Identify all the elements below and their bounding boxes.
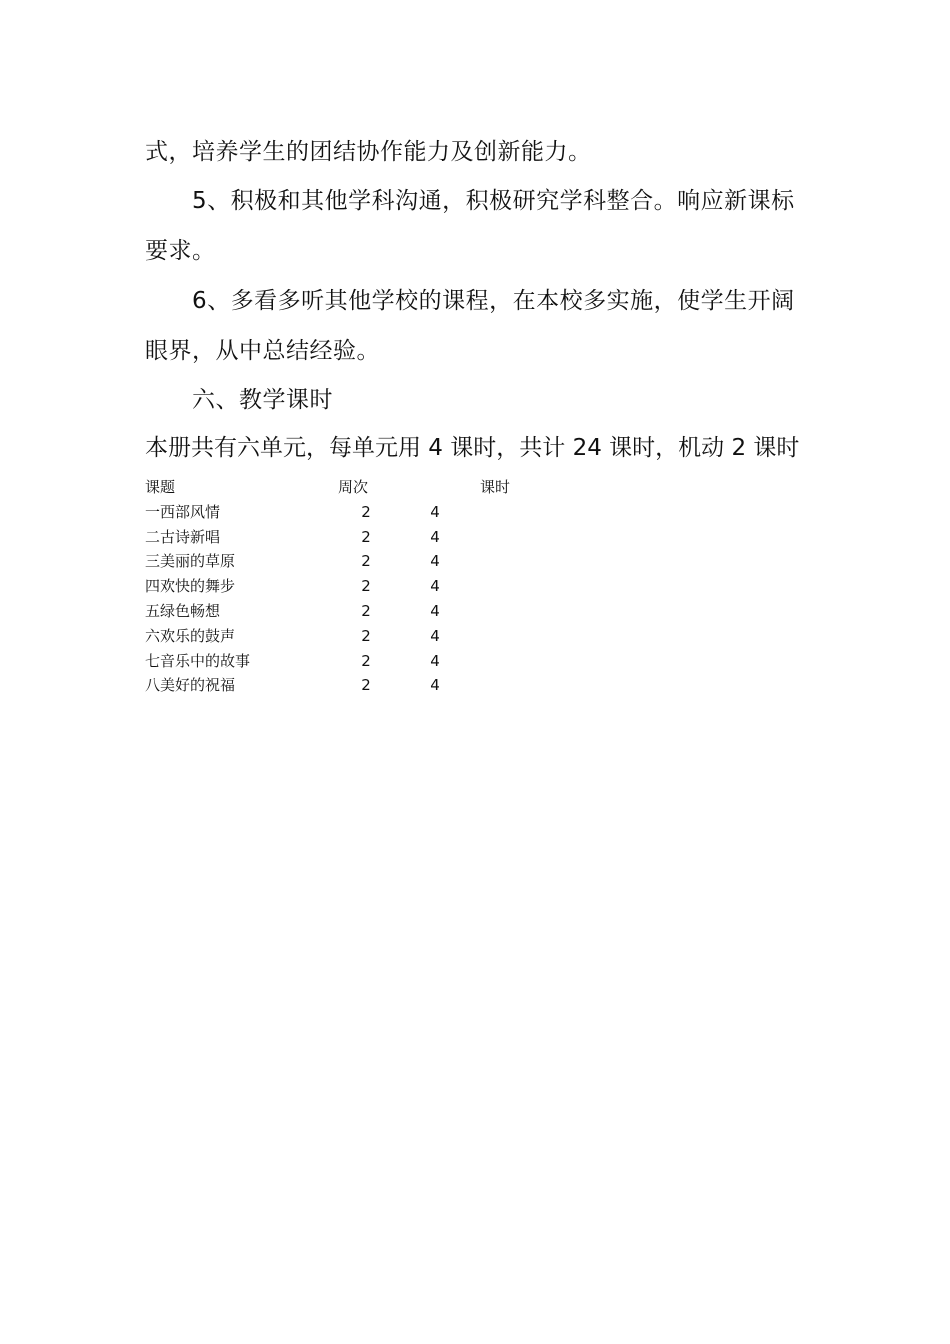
row-weeks: 2 <box>361 676 371 695</box>
row-hours: 4 <box>430 676 440 695</box>
table-row <box>145 574 545 599</box>
row-weeks: 2 <box>361 552 371 571</box>
paragraph-item-5-line-2: 要求。 <box>145 238 216 264</box>
schedule-table <box>145 475 545 698</box>
hours-summary: 本册共有六单元，每单元用 4 课时，共计 24 课时，机动 2 课时 <box>145 435 800 461</box>
header-topic: 课题 <box>145 478 176 496</box>
section-heading: 六、教学课时 <box>192 387 333 413</box>
row-topic: 七音乐中的故事 <box>145 651 251 670</box>
row-weeks: 2 <box>361 651 371 670</box>
row-topic: 三美丽的草原 <box>145 552 236 571</box>
row-topic: 八美好的祝福 <box>145 676 236 695</box>
table-row <box>145 525 545 550</box>
header-weeks: 周次 <box>338 478 369 496</box>
paragraph-line: 式，培养学生的团结协作能力及创新能力。 <box>145 139 592 165</box>
row-hours: 4 <box>430 502 440 521</box>
table-row <box>145 673 545 698</box>
row-topic: 四欢快的舞步 <box>145 577 236 596</box>
row-topic: 一西部风情 <box>145 502 221 521</box>
row-hours: 4 <box>430 552 440 571</box>
row-topic: 五绿色畅想 <box>145 601 221 620</box>
row-weeks: 2 <box>361 502 371 521</box>
paragraph-item-5-line-1: 5、积极和其他学科沟通，积极研究学科整合。响应新课标 <box>192 188 795 214</box>
table-row <box>145 624 545 649</box>
table-row <box>145 649 545 674</box>
table-row <box>145 500 545 525</box>
row-topic: 六欢乐的鼓声 <box>145 626 236 645</box>
row-topic: 二古诗新唱 <box>145 527 221 546</box>
paragraph-item-6-line-1: 6、多看多听其他学校的课程，在本校多实施，使学生开阔 <box>192 288 795 314</box>
row-hours: 4 <box>430 527 440 546</box>
table-row <box>145 599 545 624</box>
row-hours: 4 <box>430 601 440 620</box>
row-hours: 4 <box>430 626 440 645</box>
table-header-row <box>145 475 545 500</box>
header-hours: 课时 <box>480 478 511 496</box>
row-weeks: 2 <box>361 601 371 620</box>
table-row <box>145 549 545 574</box>
row-weeks: 2 <box>361 577 371 596</box>
row-weeks: 2 <box>361 527 371 546</box>
paragraph-item-6-line-2: 眼界，从中总结经验。 <box>145 338 380 364</box>
row-hours: 4 <box>430 651 440 670</box>
row-hours: 4 <box>430 577 440 596</box>
row-weeks: 2 <box>361 626 371 645</box>
